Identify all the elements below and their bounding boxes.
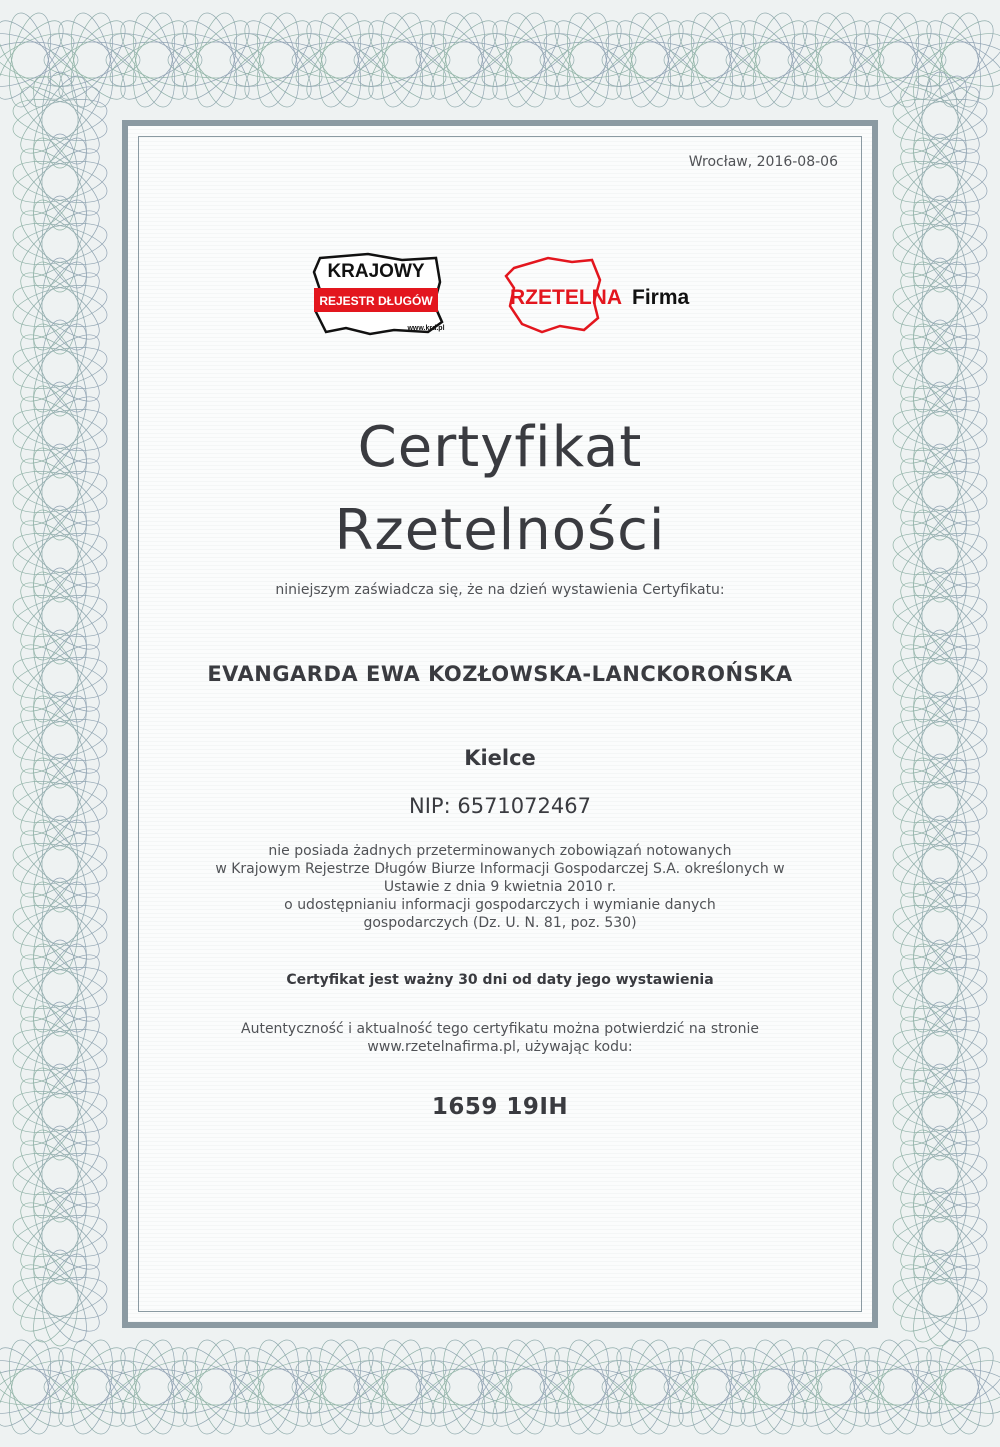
validity-note: Certyfikat jest ważny 30 dni od daty jego wystawienia <box>286 972 714 988</box>
title-line-1: Certyfikat <box>357 415 643 480</box>
description-line: o udostępnianiu informacji gospodarczych i wymianie danych <box>284 897 716 913</box>
company-name: EVANGARDA EWA KOZŁOWSKA-LANCKOROŃSKA <box>207 662 793 686</box>
krd-line1: KRAJOWY <box>327 261 425 282</box>
description <box>150 842 850 932</box>
krd-logo <box>310 252 446 336</box>
krd-line2: REJESTR DŁUGÓW <box>319 294 433 308</box>
title-line-2: Rzetelności <box>334 498 666 563</box>
intro-text: niniejszym zaświadcza się, że na dzień wystawienia Certyfikatu: <box>275 582 725 598</box>
certificate-panel <box>122 120 878 1328</box>
rf-black-word: Firma <box>632 286 690 309</box>
description-line: w Krajowym Rejestrze Długów Biurze Informacji Gospodarczej S.A. określonych w <box>215 861 785 877</box>
rzetelna-firma-logo <box>502 254 702 334</box>
description-line: Ustawie z dnia 9 kwietnia 2010 r. <box>383 879 617 895</box>
company-nip: NIP: 6571072467 <box>409 794 591 818</box>
description-line: nie posiada żadnych przeterminowanych zobowiązań notowanych <box>268 843 732 859</box>
krd-url: www.krd.pl <box>407 325 445 332</box>
description-line: gospodarczych (Dz. U. N. 81, poz. 530) <box>363 915 637 931</box>
authenticity-line: www.rzetelnafirma.pl, używając kodu: <box>367 1039 633 1055</box>
issue-date: Wrocław, 2016-08-06 <box>688 154 838 170</box>
inner-frame-line <box>138 136 862 1312</box>
authenticity-line: Autentyczność i aktualność tego certyfikatu można potwierdzić na stronie <box>241 1021 759 1037</box>
authenticity-note <box>150 1020 850 1056</box>
rf-red-word: RZETELNA <box>510 286 622 309</box>
verification-code: 1659 19IH <box>431 1094 569 1120</box>
company-city: Kielce <box>464 746 536 770</box>
